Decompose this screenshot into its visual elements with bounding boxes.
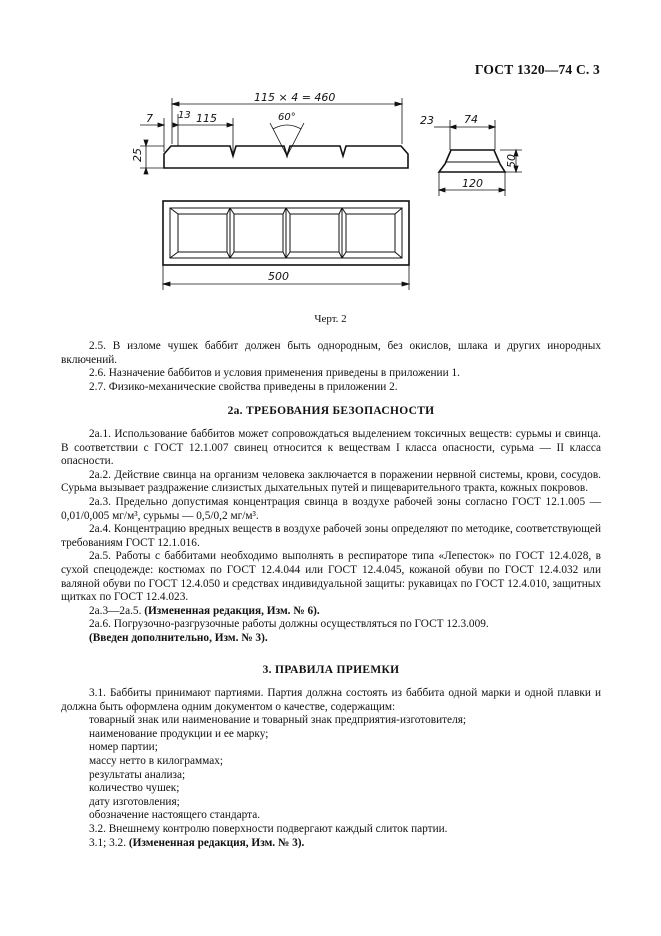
ingot-side-view	[164, 146, 408, 168]
dim-13-label: 13	[178, 110, 191, 121]
page-header: ГОСТ 1320—74 С. 3	[474, 62, 600, 77]
dim-500-label: 500	[268, 270, 289, 283]
list-item: дату изготовления;	[89, 795, 180, 808]
list-item: номер партии;	[89, 741, 158, 754]
angle-lines	[270, 123, 304, 156]
paragraph-2a-2: 2а.2. Действие свинца на организм человека заключается в поражении нервной системы, крови, сосудов. Сурьма вызывает раздражение слизистых дыхательных путей и пищеварительного тракта, кожных покровов.	[61, 468, 601, 495]
amendment-6-note: (Измененная редакция, Изм. № 6).	[144, 604, 320, 617]
section-3-heading-wrap	[61, 664, 601, 678]
ingot-drawing	[0, 0, 661, 310]
list-item: массу нетто в килограммах;	[89, 754, 223, 767]
dim-120-label: 120	[462, 177, 483, 190]
plan-view-cells	[170, 208, 402, 258]
section-2a-heading-wrap	[61, 405, 601, 419]
paragraph-2-5: 2.5. В изломе чушек баббит должен быть однородным, без окислов, шлака и других инородных включений.	[61, 340, 601, 366]
ingot-end-view	[439, 150, 505, 172]
dim-angle-label: 60°	[278, 112, 296, 123]
paragraph-2a-1: 2а.1. Использование баббитов может сопровождаться выделением токсичных веществ: сурьмы и свинца. В соответствии с ГОСТ 12.1.007 свинец относится к веществам I класса опасности, сурьма — II класса опасности.	[61, 428, 601, 468]
figure-caption: Черт. 2	[314, 313, 347, 325]
dim-23-label: 23	[420, 114, 434, 127]
paragraph-3-amendment-3	[61, 837, 601, 851]
amendment-3-note: (Измененная редакция, Изм. № 3).	[128, 836, 305, 849]
section-2a-heading: 2а. ТРЕБОВАНИЯ БЕЗОПАСНОСТИ	[227, 405, 435, 417]
dim-74-label: 74	[464, 113, 478, 126]
paragraph-2a-3: 2а.3. Предельно допустимая концентрация свинца в воздухе рабочей зоны согласно ГОСТ 12.1.005 — 0,01/0,005 мг/м³, сурьмы — 0,5/0,2 мг/м³.	[61, 495, 601, 522]
paragraph-3-1: 3.1. Баббиты принимают партиями. Партия должна состоять из баббита одной марки и одной плавки и должна быть оформлена одним документом о качестве, содержащим:	[61, 687, 601, 713]
paragraph-2-7: 2.7. Физико-механические свойства приведены в приложении 2.	[89, 380, 398, 393]
dim-115-label: 115	[196, 112, 217, 125]
dim-total-label: 115 × 4 = 460	[254, 91, 336, 104]
dim-25-label: 25	[131, 148, 144, 162]
amendment-3-added-note: (Введен дополнительно, Изм. № 3).	[89, 631, 268, 644]
list-item: результаты анализа;	[89, 768, 186, 781]
list-item: товарный знак или наименование и товарный знак предприятия-изготовителя;	[89, 714, 467, 727]
paragraph-2a-5: 2а.5. Работы с баббитами необходимо выполнять в респираторе типа «Лепесток» по ГОСТ 12.4.028, в сухой спецодежде: костюмах по ГОСТ 12.4.044 или ГОСТ 12.4.045, кожаной обуви по ГОСТ 12.4.032 или валяной обуви по ГОСТ 12.4.050 и средствах индивидуальной защиты: рукавицах по ГОСТ 12.4.010, защитных щитках по ГОСТ 12.4.023.	[61, 550, 601, 604]
paragraph-2a-4: 2а.4. Концентрацию вредных веществ в воздухе рабочей зоны определяют по методике, соответствующей требованиям ГОСТ 12.1.016.	[61, 523, 601, 549]
list-item: обозначение настоящего стандарта.	[89, 809, 261, 822]
section-2a	[61, 428, 601, 646]
paragraph-3-2: 3.2. Внешнему контролю поверхности подвергают каждый слиток партии.	[89, 822, 448, 835]
amendment-3-ref: 3.1; 3.2.	[89, 836, 129, 849]
paragraph-2a-6: 2а.6. Погрузочно-разгрузочные работы должны осуществляться по ГОСТ 12.3.009.	[89, 618, 489, 631]
section-3-heading: 3. ПРАВИЛА ПРИЕМКИ	[262, 664, 400, 676]
paragraph-2a-amendment-6	[61, 605, 601, 619]
dim-7-label: 7	[146, 112, 153, 125]
list-item: количество чушек;	[89, 782, 180, 795]
paragraph-2-6: 2.6. Назначение баббитов и условия применения приведены в приложении 1.	[89, 367, 460, 380]
list-item: наименование продукции и ее марку;	[89, 727, 269, 740]
amendment-6-ref: 2а.3—2а.5.	[89, 604, 145, 617]
section-3	[61, 687, 601, 850]
section-2-continued	[61, 340, 601, 394]
dim-50-label: 50	[505, 154, 518, 168]
